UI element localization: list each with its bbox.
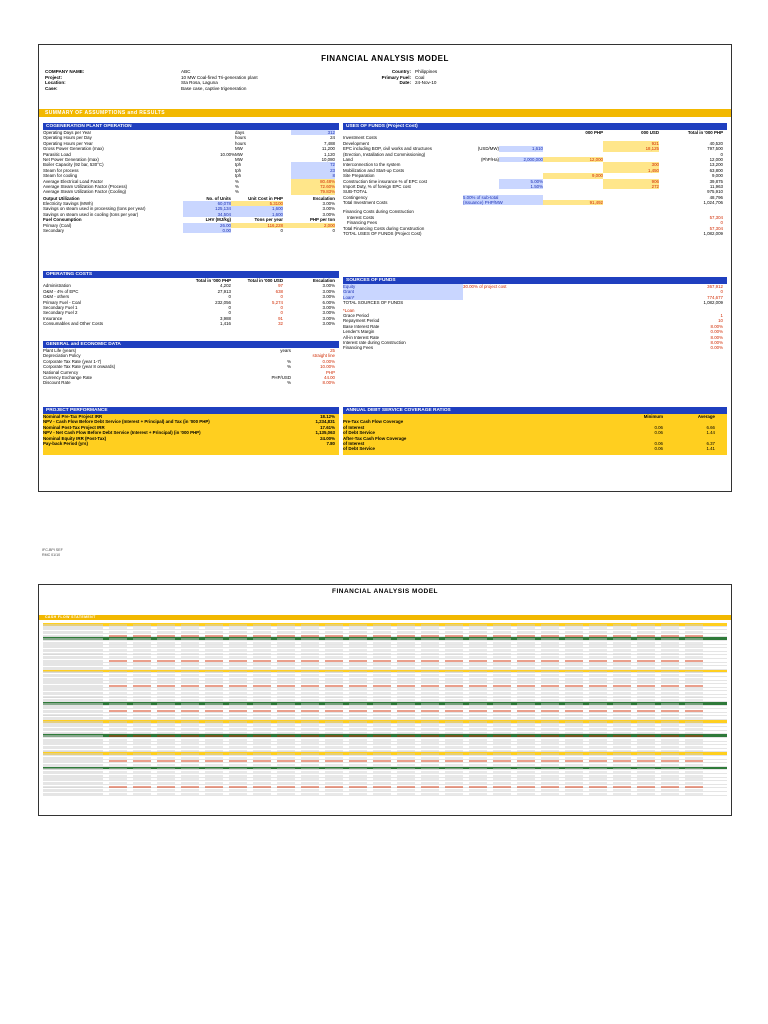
row-value: 24.00%: [320, 435, 335, 441]
row-label: O&M - 4% of EPC: [43, 288, 79, 294]
cashflow-grid: [43, 623, 727, 796]
row-php: 232,056: [215, 299, 231, 305]
row-label: Savings on steam used in cooling (tons per year): [43, 211, 139, 217]
row-value: 18.12%: [320, 414, 335, 419]
row-label: Grant: [343, 289, 463, 294]
row-label: Nominal Equity IRR (Post-Tax): [43, 435, 107, 441]
row-label: Consumables and Other Costs: [43, 321, 104, 327]
row-basis: (USD/MW): [477, 146, 499, 152]
row-units: 34,504: [183, 212, 231, 217]
row-min: 0.06: [654, 446, 663, 452]
row-label: Mobilization and Start-up Costs: [343, 167, 405, 173]
row-php: 0: [228, 294, 231, 300]
row-total: 797,500: [707, 146, 723, 152]
row-value: 10.00%: [320, 364, 335, 370]
row-label: Plant Life (years): [43, 348, 77, 353]
row-value: 80.48%: [291, 179, 335, 184]
company-label: COMPANY NAME:: [45, 69, 85, 74]
row-escalation: 3.00%: [322, 201, 335, 207]
row-label: Pre-Tax Cash Flow Coverage: [343, 419, 404, 425]
row-escalation: 3.00%: [322, 310, 335, 316]
row-value: 312: [291, 130, 335, 135]
debt-row: [343, 446, 727, 451]
row-value: 24: [330, 135, 335, 141]
general-section: [43, 341, 339, 386]
summary-sheet: [38, 44, 732, 492]
row-rate: 2,000,000: [499, 157, 543, 162]
row-note: 30.00% of project cost: [463, 284, 507, 289]
row-value: 0.00%: [322, 358, 335, 364]
row-php: 3,988: [220, 315, 231, 321]
row-escalation: 3.00%: [322, 304, 335, 310]
company-value: ABC: [181, 69, 191, 74]
row-unit: %: [287, 380, 291, 386]
row-value: 8.00%: [710, 334, 723, 340]
row-rate: 5.00%: [499, 179, 543, 184]
row-label: Average Steam Utilization Factor (Cooling): [43, 189, 127, 195]
row-value: 8.00%: [710, 339, 723, 345]
row-label: of Interest: [343, 440, 365, 446]
row-usd: 638: [275, 288, 283, 294]
row-avg: 1.44: [706, 430, 715, 436]
row-value: 79.83%: [291, 189, 335, 194]
row-usd: 0: [280, 304, 283, 310]
row-label: Average Electrical Load Factor: [43, 178, 103, 184]
row-label: Secondary Fuel 2: [43, 310, 78, 316]
row-unit: days: [235, 130, 245, 135]
cashflow-sheet: [38, 584, 732, 816]
uses-header: USES OF FUNDS (Project Cost): [343, 123, 727, 130]
row-label: NPV - Net Cash Flow Before Debt Service (Interest + Principal) (in '000 PHP): [43, 430, 201, 436]
row-value: 367,912: [707, 284, 723, 289]
row-value: 8: [291, 173, 335, 178]
row-value: 44.00: [324, 374, 335, 380]
row-escalation: 3.00%: [322, 283, 335, 289]
date-label: Date:: [399, 80, 411, 86]
row-value: 10,080: [321, 156, 335, 162]
row-label: Loan*: [343, 295, 463, 300]
row-escalation: 3.00%: [322, 211, 335, 217]
row-rate: 1,610: [499, 146, 543, 151]
debt-header: ANNUAL DEBT SERVICE COVERAGE RATIOS: [343, 407, 727, 414]
page-title: FINANCIAL ANALYSIS MODEL: [321, 54, 449, 63]
row-usd: 1,450: [603, 168, 659, 173]
row-label: Parasitic Load: [43, 151, 71, 157]
row-total: 9,000: [712, 173, 723, 179]
performance-row: [43, 441, 339, 446]
row-usd: 272: [603, 184, 659, 189]
sources-header: SOURCES OF FUNDS: [343, 277, 727, 284]
row-label: Electricity Savings (MWh): [43, 201, 94, 207]
case-label: Case:: [45, 85, 58, 91]
row-value: PHP: [325, 369, 335, 375]
row-avg: 6.37: [706, 440, 715, 446]
row-price: 2,000: [283, 223, 335, 228]
row-label: Secondary: [43, 228, 64, 234]
footer-note: IFC-BPI SEF RMC 01/10: [42, 548, 63, 557]
row-usd: 300: [603, 162, 659, 167]
row-label: Operating Days per Year: [43, 130, 92, 135]
row-value: 23: [291, 168, 335, 173]
row-unit: tph: [235, 167, 242, 173]
row-value: 11,200: [321, 146, 335, 152]
row-total: 0: [720, 151, 723, 157]
cashflow-row: [43, 792, 727, 796]
cogen-section: COGENERATION PLANT OPERATION Operating Days per Year days 312 Operating Hours per Day hours 24 Operating Hours per Year hours 7,488 Gross Power Generation (max) MW 11,200 Parasitic Load 10.00% MW 1,120 Net Power Generation (max) MW 10,080 Boiler Capacity (92 bar, 530°C) tph 72 Steam for process tph 23 Steam for cooling tph 8 Average Electrical Load Factor % 80.48% Average Steam Utilization Factor (Process) % 72.60% Average Steam Utilization Factor (Cooling) % 79.83% Output Utilization No. of Units Unit Cost in PHP Escalation Electricity Savings (MWh) 60,078 5.3100 3.00% Savings on steam used in processing (tons per year) 125,134 1,600 3.00% Savings on steam used in cooling (tons per year) 34,504 1,600 3.00% Fuel Consumption LHV (MJ/kg) Tons per year PHP per ton Primary (Coal) 26.00 116,228 2,000 Secondary 0.00 0 0: [43, 123, 339, 233]
row-usd: 921: [603, 141, 659, 146]
row-label: Site Preparation: [343, 173, 375, 179]
row-label: Lender's Margin: [343, 329, 375, 335]
row-unit: PHP/USD: [271, 374, 291, 380]
project-value: 10 MW Coal-fired Tri-generation plant: [181, 74, 258, 80]
row-label: Secondary Fuel 1: [43, 304, 78, 310]
row-value: 17.61%: [320, 424, 335, 430]
performance-header: PROJECT PERFORMANCE: [43, 407, 339, 414]
row-units: 125,134: [183, 206, 231, 211]
row-label: Depreciation Policy: [43, 353, 81, 359]
row-label: Development: [343, 140, 369, 146]
fuel-row: [43, 228, 339, 233]
row-label: EPC including BOP, civil works and structures: [343, 146, 432, 152]
row-total: 39,875: [709, 178, 723, 184]
row-min: 0.06: [654, 424, 663, 430]
row-label: National Currency: [43, 369, 79, 375]
cashflow-title: FINANCIAL ANALYSIS MODEL: [331, 588, 438, 595]
row-label: Currency Exchange Rate: [43, 374, 93, 380]
row-unit: MW: [235, 151, 243, 157]
row-label: Corporate Tax Rate (year 1-7): [43, 358, 102, 364]
row-value: 7,488: [324, 140, 335, 146]
row-usd: 0: [280, 310, 283, 316]
row-unit: %: [235, 178, 239, 184]
uses-section: USES OF FUNDS (Project Cost) 000 PHP 000 USD Total in '000 PHP Investment Costs Development 921 40,520 EPC including BOP, civil works and structures (USD/MW) 1,610 18,125 797,500 (Erection, Installation and Commissioning) 0 Land (PhP/Ha) 2,000,000 12,000 12,000 Interconnection to the system 300 13,200 Mobilization and Start-up Costs 1,450 63,800 Site Preparation 9,000 9,000 Construction time insurance % of EPC cost 5.00% 906 39,875 Import Duty, % of foreign EPC cost 1.50% 272 11,963 SUB-TOTAL 975,910 Contingency 5.00% of sub-total 48,796 Total Investment Costs (Issuance) PHP/MW 91,492 1,024,706 Financing Costs during Construction Interest Costs 57,304 Financing Fees 0 Total Financing Costs during Construction 57,304 TOTAL USES OF FUNDS (Project Cost) 1,082,009: [343, 123, 727, 236]
row-usd: 906: [603, 179, 659, 184]
row-pct: 10.00%: [220, 151, 235, 157]
row-label: Land: [343, 156, 353, 162]
row-rate: 1.50%: [499, 184, 543, 189]
row-label: NPV - Cash Flow Before Debt Service (Interest + Principal) and Tax (in '000 PHP): [43, 419, 210, 425]
location-label: Location:: [45, 80, 66, 86]
row-usd: 91: [278, 315, 283, 321]
row-value: 72: [291, 162, 335, 167]
operating-header: OPERATING COSTS: [43, 271, 339, 278]
row-escalation: 3.00%: [322, 206, 335, 212]
row-label: of Debt Service: [343, 430, 375, 436]
row-value: 0: [720, 289, 723, 295]
row-label: O&M - others: [43, 294, 70, 300]
row-value: straight line: [312, 353, 335, 359]
row-label: of Interest: [343, 424, 365, 430]
row-php: 12,000: [543, 157, 603, 162]
row-value: 1: [720, 312, 723, 318]
row-label: of Debt Service: [343, 446, 375, 452]
row-unit: tph: [235, 173, 242, 179]
output-header: Output Utilization: [43, 195, 80, 201]
row-label: Primary (Coal): [43, 222, 72, 228]
row-label: After-Tax Cash Flow Coverage: [343, 435, 407, 441]
row-unit: %: [287, 364, 291, 370]
row-total: 11,963: [709, 183, 723, 189]
row-label: (Erection, Installation and Commissioning): [343, 151, 426, 157]
fuel-value: Coal: [415, 74, 425, 80]
cogen-header: COGENERATION PLANT OPERATION: [43, 123, 339, 130]
country-value: Philippines: [415, 69, 438, 74]
row-label: Corporate Tax Rate (year 8 onwards): [43, 364, 116, 370]
row-total: 40,520: [709, 140, 723, 146]
row-usd: 18,125: [603, 146, 659, 151]
row-label: Net Power Generation (max): [43, 156, 99, 162]
row-php: 0: [228, 310, 231, 316]
row-usd: 32: [278, 321, 283, 327]
row-php: 4,202: [220, 283, 231, 289]
row-min: 0.06: [654, 430, 663, 436]
row-label: Investment Costs: [343, 135, 377, 141]
location-value: Sta Rosa, Laguna: [181, 80, 218, 86]
row-label: Construction time insurance % of EPC cost: [343, 178, 427, 184]
row-label: Steam for process: [43, 167, 79, 173]
row-label: Interconnection to the system: [343, 162, 401, 168]
row-unit-cost: 1,600: [231, 212, 283, 217]
row-label: Average Steam Utilization Factor (Process): [43, 183, 128, 189]
row-label: Nominal Pre-Tax Project IRR: [43, 414, 103, 419]
row-unit: years: [280, 348, 291, 353]
loan-row: [343, 345, 727, 350]
row-escalation: 3.00%: [322, 294, 335, 300]
row-lhv: 26.00: [183, 223, 231, 228]
row-label: All-in Interest Rate: [343, 334, 380, 340]
row-unit: %: [287, 358, 291, 364]
row-value: 1,135,063: [315, 430, 335, 436]
row-min: 0.06: [654, 440, 663, 446]
row-label: Discount Rate: [43, 380, 71, 386]
sources-section: SOURCES OF FUNDS Equity 30.00% of project cost 367,912 Grant 0 Loan* 774,677 TOTAL SOURCES OF FUNDS 1,082,009 *Loan Grace Period 1 Repayment Period 10 Base Interest Rate 8.00% Lender's Margin 0.00% All-in Interest Rate 8.00% Interest rate during Construction 8.00% Financing Fees 0.00%: [343, 277, 727, 351]
row-label: Grace Period: [343, 312, 369, 318]
debt-section: ANNUAL DEBT SERVICE COVERAGE RATIOS Minimum Average Pre-Tax Cash Flow Coverage of Interest 0.06 6.66 of Debt Service 0.06 1.44 After-Tax Cash Flow Coverage of Interest 0.06 6.37 of Debt Service 0.06 1.41: [343, 407, 727, 455]
row-price: 0: [332, 228, 335, 234]
row-unit: MW: [235, 156, 243, 162]
row-escalation: 6.00%: [322, 299, 335, 305]
row-pct: [193, 189, 235, 194]
row-label: Base Interest Rate: [343, 323, 380, 329]
row-label: Gross Power Generation (max): [43, 146, 104, 152]
row-label: Interest rate during Construction: [343, 339, 406, 345]
row-label: Savings on steam used in processing (tons per year): [43, 206, 146, 212]
row-avg: 6.66: [706, 424, 715, 430]
row-php: 27,913: [217, 288, 231, 294]
general-row: [43, 380, 339, 385]
row-label: Equity: [343, 284, 463, 289]
row-label: Import Duty, % of foreign EPC cost: [343, 183, 411, 189]
row-value: 1,120: [324, 151, 335, 157]
row-avg: 1.41: [706, 446, 715, 452]
general-header: GENERAL and ECONOMIC DATA: [43, 341, 339, 348]
row-unit: MW: [235, 146, 243, 152]
fuel-label: Primary Fuel:: [381, 74, 411, 80]
row-value: 0.00%: [710, 329, 723, 335]
row-label: Steam for cooling: [43, 173, 78, 179]
row-value: 7.80: [326, 440, 335, 446]
row-escalation: 3.00%: [322, 315, 335, 321]
row-label: Operating Hours per Day: [43, 135, 92, 141]
row-escalation: 3.00%: [322, 321, 335, 327]
project-info: [39, 69, 731, 99]
row-usd: 0: [280, 294, 283, 300]
row-php: 9,000: [543, 173, 603, 178]
row-php: 1,416: [220, 321, 231, 327]
row-total: 13,200: [709, 162, 723, 168]
row-label: Insurance: [43, 315, 63, 321]
row-unit: hours: [235, 135, 246, 141]
operating-section: OPERATING COSTS Total in '000 PHP Total in '000 USD Escalation Administration 4,202 97 3.00% O&M - 4% of EPC 27,913 638 3.00% O&M - others 0 0 3.00% Primary Fuel - Coal 232,056 5,274 6.00% Secondary Fuel 1 0 0 3.00% Secondary Fuel 2 0 0 3.00% Insurance 3,988 91 3.00% Consumables and Other Costs 1,416 32 3.00%: [43, 271, 339, 327]
row-usd: 5,274: [272, 299, 283, 305]
row-unit-cost: 5.3100: [231, 201, 283, 206]
fuel-header: Fuel Consumption: [43, 217, 82, 223]
row-php: 0: [228, 304, 231, 310]
row-label: Repayment Period: [343, 318, 380, 324]
row-label: Operating Hours per Year: [43, 140, 93, 146]
project-label: Project:: [45, 74, 63, 80]
row-value: 8.00%: [322, 380, 335, 386]
row-label: Primary Fuel - Coal: [43, 299, 81, 305]
date-value: 24-Nov-10: [415, 80, 437, 86]
row-unit: %: [235, 183, 239, 189]
row-lhv: 0.00: [183, 228, 231, 233]
country-label: Country:: [391, 69, 411, 74]
case-value: Base case, captive trigeneration: [181, 85, 247, 91]
row-value: 8.00%: [710, 323, 723, 329]
row-label: Pay-back Period (yrs): [43, 440, 88, 446]
row-total: 63,800: [709, 167, 723, 173]
row-value: 72.60%: [291, 184, 335, 189]
row-value: 774,677: [707, 294, 723, 300]
row-unit: tph: [235, 162, 242, 168]
row-unit: hours: [235, 140, 246, 146]
summary-banner: SUMMARY OF ASSUMPTIONS and RESULTS: [39, 109, 731, 117]
row-basis: (PhP/Ha): [480, 156, 499, 162]
row-total: 12,000: [709, 156, 723, 162]
row-label: Boiler Capacity (92 bar, 530°C): [43, 162, 104, 168]
row-units: 60,078: [183, 201, 231, 206]
operating-row: [43, 321, 339, 326]
row-unit: %: [235, 189, 239, 195]
row-label: Administration: [43, 283, 71, 289]
row-tons: 116,228: [231, 223, 283, 228]
row-label: Nominal Post-Tax Project IRR: [43, 424, 105, 430]
row-usd: 97: [278, 283, 283, 289]
row-value: 10: [718, 318, 723, 324]
cashflow-banner: CASH FLOW STATEMENT: [39, 615, 731, 620]
cogen-row: [43, 189, 339, 194]
row-escalation: 3.00%: [322, 288, 335, 294]
row-tons: 0: [280, 228, 283, 234]
row-unit-cost: 1,600: [231, 206, 283, 211]
performance-section: [43, 407, 339, 455]
row-value: 25: [330, 348, 335, 353]
row-value: 1,234,831: [315, 419, 335, 425]
row-label: Financing Fees: [343, 345, 374, 351]
row-value: 0.00%: [710, 345, 723, 351]
